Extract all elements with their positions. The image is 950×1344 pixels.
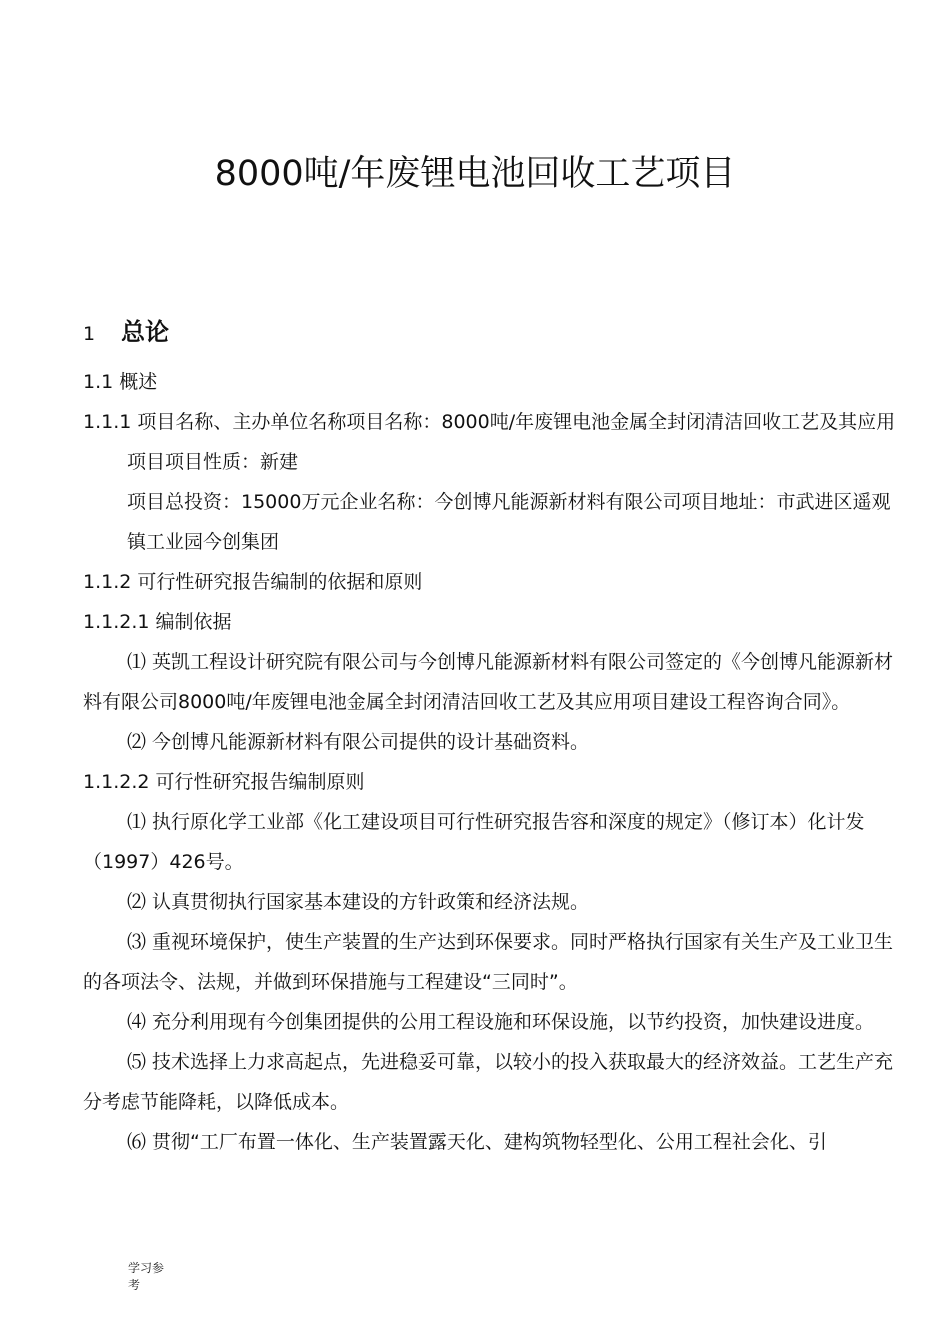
chapter-heading (83, 312, 169, 354)
principle-item-1: ⑴ 执行原化学工业部《化工建设项目可行性研究报告容和深度的规定》（修订本）化计发（1997）426号。 (83, 811, 865, 873)
section-heading-1-1-2-1: 1.1.2.1 编制依据 (83, 611, 232, 633)
principle-item-5: ⑸ 技术选择上力求高起点，先进稳妥可靠，以较小的投入获取最大的经济效益。工艺生产充分考虑节能降耗，以降低成本。 (83, 1051, 894, 1113)
basis-item-1: ⑴ 英凯工程设计研究院有限公司与今创博凡能源新材料有限公司签定的《今创博凡能源新材料有限公司8000吨/年废锂电池金属全封闭清洁回收工艺及其应用项目建设工程咨询合同》。 (83, 651, 894, 713)
chapter-title: 总论 (121, 318, 169, 346)
chapter-number: 1 (83, 323, 96, 345)
principle-item-4: ⑷ 充分利用现有今创集团提供的公用工程设施和环保设施，以节约投资，加快建设进度。 (127, 1011, 875, 1033)
page-footer: 学习参考 (128, 1261, 165, 1292)
section-heading-1-1-2-2: 1.1.2.2 可行性研究报告编制原则 (83, 771, 365, 793)
section-heading-1-1-2: 1.1.2 可行性研究报告编制的依据和原则 (83, 571, 423, 593)
principle-item-3: ⑶ 重视环境保护，使生产装置的生产达到环保要求。同时严格执行国家有关生产及工业卫生的各项法令、法规，并做到环保措施与工程建设“三同时”。 (83, 931, 894, 993)
section-1-1-1-project-info: 1.1.1 项目名称、主办单位名称项目名称：8000吨/年废锂电池金属全封闭清洁回收工艺及其应用项目项目性质：新建 (83, 411, 896, 473)
principle-item-2: ⑵ 认真贯彻执行国家基本建设的方针政策和经济法规。 (127, 891, 590, 913)
basis-item-2: ⑵ 今创博凡能源新材料有限公司提供的设计基础资料。 (127, 731, 590, 753)
project-investment-info: 项目总投资：15000万元企业名称：今创博凡能源新材料有限公司项目地址：市武进区遥观镇工业园今创集团 (127, 491, 891, 553)
document-body (83, 362, 898, 1162)
principle-item-6: ⑹ 贯彻“工厂布置一体化、生产装置露天化、建构筑物轻型化、公用工程社会化、引 (127, 1131, 827, 1153)
document-title: 8000吨/年废锂电池回收工艺项目 (214, 154, 736, 194)
section-heading-1-1: 1.1 概述 (83, 371, 158, 393)
